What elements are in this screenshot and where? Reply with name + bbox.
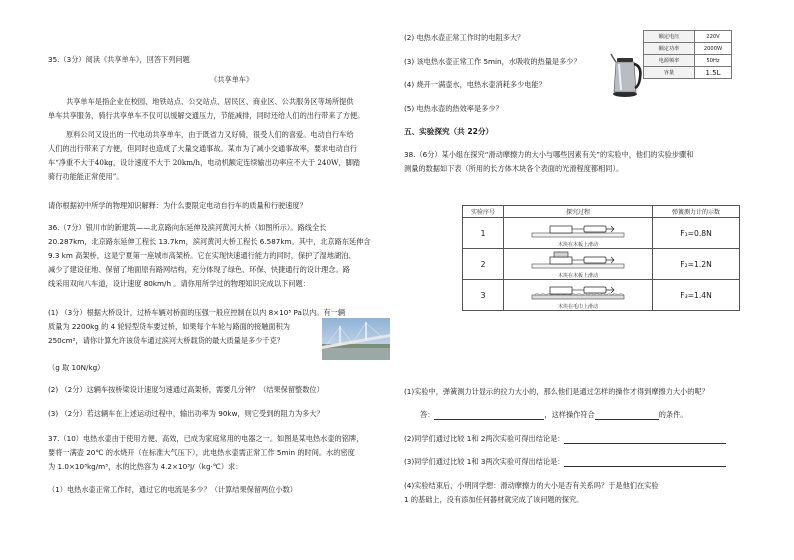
col-header-process: 探究过程 <box>504 206 653 218</box>
q37-line2: 要将一满壶 20℃ 的水烧开（在标准大气压下），此电热水壶需正常工作 5min 的时间。水的密度 <box>48 448 355 457</box>
q37-line1: 37.（10）电热水壶由于使用方便、高效，已成为家庭常用的电器之一。如图是某电热水壶的铭牌， <box>48 434 364 443</box>
experiment-table-head <box>463 206 740 218</box>
nameplate-key: 额定电压 <box>644 31 695 43</box>
q38-sub3-text: (3)同学们通过比较 1和 3两次实验可得出结论是： <box>404 457 565 466</box>
q36-sub1-line1: (1) （3分）根据大桥设计，过桥车辆对桥面的压强一般应控制在以内 8×10⁵ Pa以内。有一辆 <box>48 308 346 317</box>
q35-para2-line2: 人们的出行带来了方便，但同时也造成了大量交通事故。某市为了减小交通事故率，要求电动自行 <box>48 144 358 153</box>
q35-para1-line2: 单车共享服务，骑行共享单车不仅可以缓解交通压力，节能减排，同时还给人们的出行带来了方便。 <box>48 111 365 120</box>
q38-line2: 测量的数据如下表（所用的长方体木块各个表面的光滑程度都相同）。 <box>404 164 624 173</box>
experiment-header-row <box>463 206 740 218</box>
nameplate-row <box>644 31 732 43</box>
q35-para1-line1: 共享单车是指企业在校园、地铁站点、公交站点、居民区、商业区、公共服务区等场所提供 <box>66 97 354 106</box>
bridge-photo <box>322 318 390 360</box>
process-caption: 木块在木板上滑动 <box>557 273 598 279</box>
q36-sub1-line3: 250cm²，请你计算允许该货车通过滨河大桥载货的最大质量是多少千克？ <box>48 336 284 345</box>
q37-sub1: （1）电热水壶正常工作时，通过它的电流是多少？（计算结果保留两位小数） <box>48 485 297 494</box>
answer-blank-operation[interactable] <box>434 411 544 420</box>
col-header-reading: 弹簧测力计的示数 <box>653 206 740 218</box>
q36-gravity-note: （g 取 10N/kg） <box>48 363 105 372</box>
process-caption: 木块在木板上滑动 <box>557 242 598 248</box>
q38-sub3 <box>404 457 726 467</box>
experiment-table-body <box>463 218 740 311</box>
q35-para2-line1: 原料公司又设出的一代电动共享单车，由于既省力又好骑，很受人们的喜爱。电动自行车给 <box>66 130 354 139</box>
q35-para2-line3: 车“净重不大于40kg，设计速度不大于 20km/h，电动机额定连续输出功率应不大于 240W，脚踏 <box>48 158 361 167</box>
q36-sub1-line2: 质量为 2200kg 的 4 轮轻型货车要过桥，如果每个车轮与路面的接触面积为 <box>48 322 290 331</box>
towel-surface-illustration <box>514 280 642 304</box>
process-cell <box>504 218 653 249</box>
q37-sub4: (4) 烧开一满壶水，电热水壶消耗多少电能？ <box>404 80 546 89</box>
nameplate-body <box>644 31 732 79</box>
stacked-block-illustration <box>514 249 642 273</box>
q38-sub4-line2: 1 的基础上，没有添加任何器材就完成了该问题的探究。 <box>404 495 584 504</box>
q36-sub3: (3) （2分）若这辆车在上述运动过程中，输出功率为 90kw，则它受到的阻力为多大？ <box>48 409 324 418</box>
table-row <box>463 218 740 249</box>
process-cell <box>504 249 653 280</box>
answer-blank-conclusion-1-2[interactable] <box>564 435 726 444</box>
q38-sub2-text: (2)同学们通过比较 1和 2两次实验可得出结论是： <box>404 434 565 443</box>
answer-blank-conclusion-1-3[interactable] <box>564 458 726 467</box>
article-title: 《共享单车》 <box>210 75 254 84</box>
answer-middle: ，这样操作符合 <box>544 410 595 419</box>
nameplate-key: 额定功率 <box>644 43 695 55</box>
kettle-picture <box>610 48 642 98</box>
q36-line4: 减少了建设征地、保留了地面原有路网结构，充分体现了绿色、环保、快捷通行的设计理念。路 <box>48 265 350 274</box>
q35-para2-line4: 骑行功能能正常使用”。 <box>48 172 124 181</box>
q37-line3: 为 1.0×10³kg/m³，水的比热容为 4.2×10³J/（kg·℃）求： <box>48 462 243 471</box>
q35-heading: 35.（3分）阅读《共享单车》，回答下列问题 <box>48 55 190 64</box>
q38-sub4-line1: (4)实验结束后，小明同学想：滑动摩擦力的大小是否有关系吗？于是他们在实验 <box>404 481 659 490</box>
q36-line2: 20.287km，北京路东延伸工程长 13.7km，滨河黄河大桥工程长 6.587km。其中，北京路东延伸含 <box>48 237 371 246</box>
nameplate-row <box>644 67 732 79</box>
force-reading: F₃=1.4N <box>653 280 740 311</box>
nameplate-row <box>644 55 732 67</box>
process-caption: 木块在毛巾上滑动 <box>557 304 598 310</box>
trial-number: 2 <box>463 249 504 280</box>
answer-suffix: 的条件。 <box>658 410 688 419</box>
nameplate-key: 容量 <box>644 67 695 79</box>
q38-sub2 <box>404 434 726 444</box>
process-cell <box>504 280 653 311</box>
nameplate-value: 2000W <box>695 43 732 55</box>
col-header-trial: 实验序号 <box>463 206 504 218</box>
q36-line3: 9.3 km 高架桥，这是宁夏第一座城市高架桥。它在实现快速通行能力的同时，保护了湿地湖泊、 <box>48 251 356 260</box>
q38-sub1: (1)实验中，弹簧测力计显示的拉力大小的，那么他们是通过怎样的操作才得到摩擦力大小的呢？ <box>404 387 709 396</box>
q36-line1: 36.（7分）银川市的新建筑——北京路向东延伸及滨河黄河大桥（如图所示）。路线全长 <box>48 223 327 232</box>
nameplate-value: 1.5L <box>695 67 732 79</box>
nameplate-row <box>644 43 732 55</box>
kettle-nameplate <box>643 30 732 79</box>
force-reading: F₁=0.8N <box>653 218 740 249</box>
section5-heading: 五、实验探究（共 22分） <box>404 127 494 136</box>
answer-prefix: 答： <box>420 410 435 419</box>
q38-line1: 38.（6分）某小组在探究“滑动摩擦力的大小与哪些因素有关”的实验中，他们的实验步骤和 <box>404 150 694 159</box>
experiment-table <box>462 205 740 311</box>
q35-question: 请你根据初中所学的物理知识解释：为什么要限定电动自行车的质量和行驶速度？ <box>48 201 307 210</box>
q36-sub2: (2) （2分）这辆车按桥梁设计速度匀速通过高架桥，需要几分钟？（结果保留整数位） <box>48 385 324 394</box>
q37-sub5: (5) 电热水壶的热效率是多少？ <box>404 104 503 113</box>
table-row <box>463 280 740 311</box>
table-row <box>463 249 740 280</box>
q37-sub3: (3) 该电热水壶正常工作 5min，水吸收的热量是多少？ <box>404 57 581 66</box>
sliding-block-illustration <box>514 218 642 242</box>
nameplate-value: 50Hz <box>695 55 732 67</box>
trial-number: 1 <box>463 218 504 249</box>
nameplate-value: 220V <box>695 31 732 43</box>
q37-sub2: (2) 电热水壶正常工作时的电阻多大？ <box>404 33 525 42</box>
trial-number: 3 <box>463 280 504 311</box>
force-reading: F₂=1.2N <box>653 249 740 280</box>
q38-answer-line <box>420 410 687 420</box>
q36-line5: 线采用双向八车道，设计速度 80km/h 。请你用所学过的物理知识完成以下问题： <box>48 279 310 288</box>
nameplate-key: 电源频率 <box>644 55 695 67</box>
answer-blank-condition[interactable] <box>595 411 659 420</box>
